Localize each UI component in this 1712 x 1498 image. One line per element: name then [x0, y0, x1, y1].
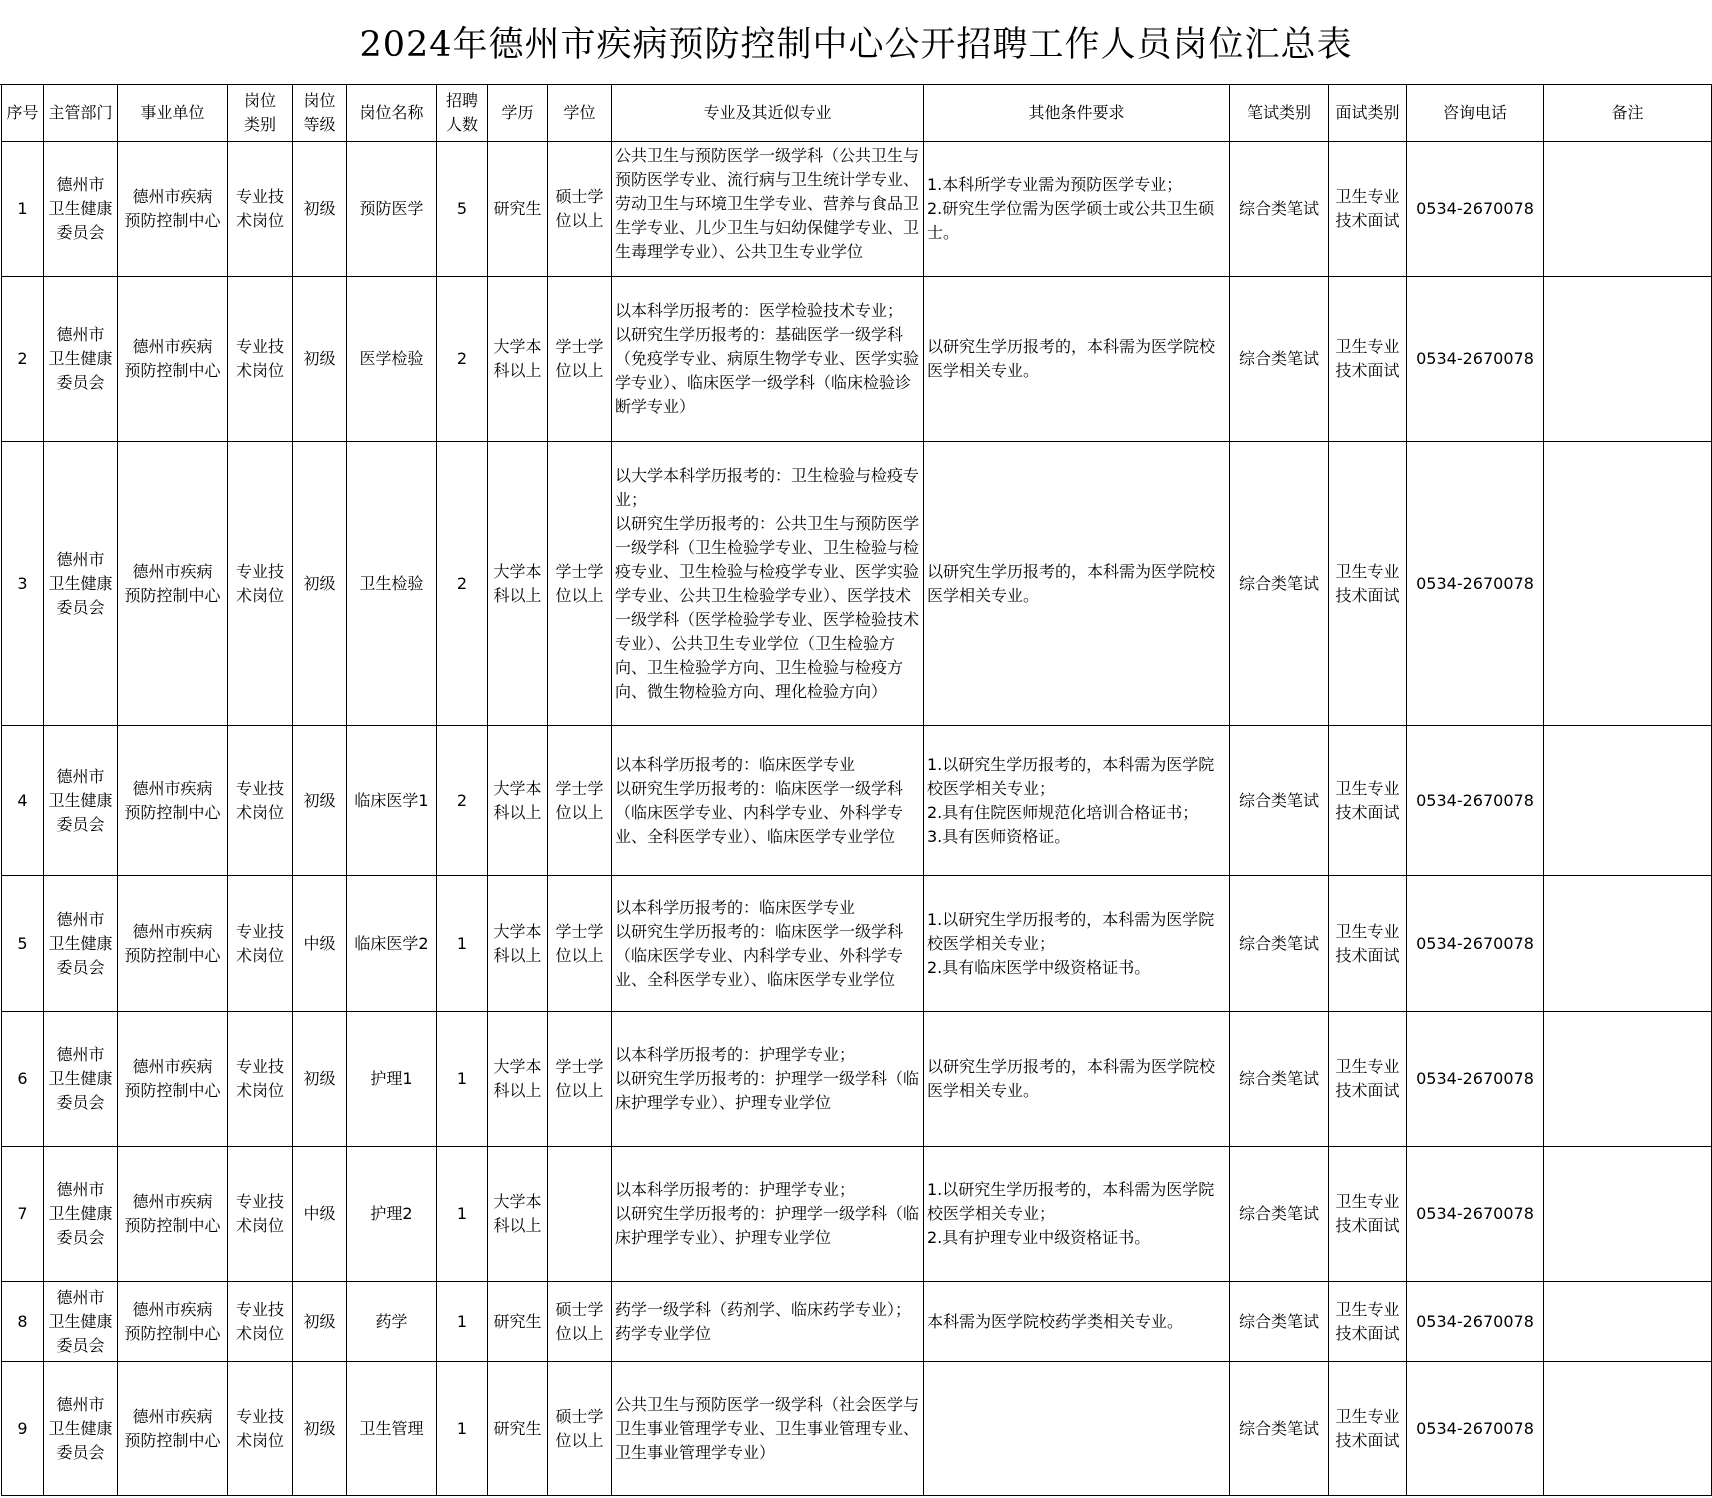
cell-unit: 德州市疾病 预防控制中心 — [118, 1147, 228, 1282]
cell-written: 综合类笔试 — [1230, 1362, 1329, 1496]
cell-degree: 学士学 位以上 — [548, 1012, 612, 1147]
cell-category: 专业技 术岗位 — [228, 1282, 293, 1362]
cell-degree: 学士学 位以上 — [548, 726, 612, 876]
cell-dept: 德州市 卫生健康 委员会 — [44, 726, 118, 876]
cell-note — [1544, 1147, 1712, 1282]
cell-dept: 德州市 卫生健康 委员会 — [44, 442, 118, 726]
header-cell: 岗位 类别 — [228, 85, 293, 142]
cell-phone: 0534-2670078 — [1407, 442, 1544, 726]
header-cell: 学历 — [488, 85, 548, 142]
cell-interview: 卫生专业 技术面试 — [1329, 1282, 1407, 1362]
header-cell: 事业单位 — [118, 85, 228, 142]
cell-count: 1 — [437, 1147, 488, 1282]
header-cell: 咨询电话 — [1407, 85, 1544, 142]
cell-edu: 大学本 科以上 — [488, 1147, 548, 1282]
cell-count: 1 — [437, 1362, 488, 1496]
cell-major: 以本科学历报考的：临床医学专业 以研究生学历报考的：临床医学一级学科（临床医学专业、内科学专业、外科学专业、全科医学专业）、临床医学专业学位 — [612, 876, 924, 1012]
cell-written: 综合类笔试 — [1230, 442, 1329, 726]
cell-degree: 学士学 位以上 — [548, 277, 612, 442]
cell-written: 综合类笔试 — [1230, 1012, 1329, 1147]
header-row — [2, 85, 1712, 142]
cell-unit: 德州市疾病 预防控制中心 — [118, 142, 228, 277]
cell-degree: 硕士学 位以上 — [548, 1362, 612, 1496]
cell-major: 公共卫生与预防医学一级学科（公共卫生与预防医学专业、流行病与卫生统计学专业、劳动卫生与环境卫生学专业、营养与食品卫生学专业、儿少卫生与妇幼保健学专业、卫生毒理学专业）、公共卫生专业学位 — [615, 146, 920, 261]
cell-unit: 德州市疾病 预防控制中心 — [118, 876, 228, 1012]
cell-other: 本科需为医学院校药学类相关专业。 — [924, 1282, 1230, 1362]
cell-name: 预防医学 — [347, 142, 437, 277]
cell-note — [1544, 1012, 1712, 1147]
header-cell: 其他条件要求 — [924, 85, 1230, 142]
table-row — [2, 1147, 1712, 1282]
cell-name: 卫生检验 — [347, 442, 437, 726]
cell-count: 1 — [437, 1282, 488, 1362]
header-cell: 岗位名称 — [347, 85, 437, 142]
cell-category: 专业技 术岗位 — [228, 1012, 293, 1147]
header-cell: 学位 — [548, 85, 612, 142]
cell-written: 综合类笔试 — [1230, 142, 1329, 277]
cell-count: 2 — [437, 442, 488, 726]
cell-degree: 学士学 位以上 — [548, 876, 612, 1012]
cell-edu: 大学本 科以上 — [488, 876, 548, 1012]
cell-other: 1.以研究生学历报考的，本科需为医学院校医学相关专业； 2.具有临床医学中级资格证书。 — [924, 876, 1230, 1012]
cell-count: 1 — [437, 876, 488, 1012]
cell-phone: 0534-2670078 — [1407, 1282, 1544, 1362]
cell-phone: 0534-2670078 — [1407, 1147, 1544, 1282]
cell-unit: 德州市疾病 预防控制中心 — [118, 1012, 228, 1147]
cell-dept: 德州市 卫生健康 委员会 — [44, 142, 118, 277]
cell-written: 综合类笔试 — [1230, 277, 1329, 442]
cell-edu: 研究生 — [488, 142, 548, 277]
cell-level: 中级 — [293, 1147, 347, 1282]
cell-unit: 德州市疾病 预防控制中心 — [118, 1282, 228, 1362]
cell-other: 以研究生学历报考的，本科需为医学院校医学相关专业。 — [924, 1012, 1230, 1147]
cell-interview: 卫生专业 技术面试 — [1329, 1147, 1407, 1282]
cell-count: 2 — [437, 277, 488, 442]
cell-other — [924, 1362, 1230, 1496]
cell-no: 9 — [2, 1362, 44, 1496]
header-cell: 面试类别 — [1329, 85, 1407, 142]
cell-phone: 0534-2670078 — [1407, 1362, 1544, 1496]
header-cell: 备注 — [1544, 85, 1712, 142]
table-row — [2, 1282, 1712, 1362]
cell-major: 公共卫生与预防医学一级学科（社会医学与卫生事业管理学专业、卫生事业管理专业、卫生事业管理学专业） — [612, 1362, 924, 1496]
cell-count: 2 — [437, 726, 488, 876]
cell-count: 1 — [437, 1012, 488, 1147]
cell-category: 专业技 术岗位 — [228, 142, 293, 277]
header-cell: 专业及其近似专业 — [612, 85, 924, 142]
cell-note — [1544, 876, 1712, 1012]
cell-other: 以研究生学历报考的，本科需为医学院校医学相关专业。 — [924, 277, 1230, 442]
cell-interview: 卫生专业 技术面试 — [1329, 1012, 1407, 1147]
cell-name: 医学检验 — [347, 277, 437, 442]
cell-note — [1544, 1362, 1712, 1496]
cell-phone: 0534-2670078 — [1407, 726, 1544, 876]
cell-major: 以本科学历报考的：临床医学专业 以研究生学历报考的：临床医学一级学科（临床医学专业、内科学专业、外科学专业、全科医学专业）、临床医学专业学位 — [612, 726, 924, 876]
table-row — [2, 442, 1712, 726]
cell-name: 临床医学1 — [347, 726, 437, 876]
cell-written: 综合类笔试 — [1230, 876, 1329, 1012]
cell-written: 综合类笔试 — [1230, 1282, 1329, 1362]
cell-no: 3 — [2, 442, 44, 726]
cell-phone: 0534-2670078 — [1407, 1012, 1544, 1147]
cell-phone: 0534-2670078 — [1407, 277, 1544, 442]
cell-dept: 德州市 卫生健康 委员会 — [44, 1282, 118, 1362]
cell-level: 初级 — [293, 142, 347, 277]
cell-edu: 研究生 — [488, 1362, 548, 1496]
cell-major: 药学一级学科（药剂学、临床药学专业）；药学专业学位 — [612, 1282, 924, 1362]
cell-no: 5 — [2, 876, 44, 1012]
cell-level: 初级 — [293, 442, 347, 726]
cell-dept: 德州市 卫生健康 委员会 — [44, 1362, 118, 1496]
cell-other: 1.以研究生学历报考的，本科需为医学院校医学相关专业； 2.具有住院医师规范化培训合格证书； 3.具有医师资格证。 — [924, 726, 1230, 876]
cell-no: 6 — [2, 1012, 44, 1147]
cell-edu: 研究生 — [488, 1282, 548, 1362]
cell-no: 1 — [2, 142, 44, 277]
cell-other: 以研究生学历报考的，本科需为医学院校医学相关专业。 — [924, 442, 1230, 726]
cell-major: 以本科学历报考的：医学检验技术专业； 以研究生学历报考的：基础医学一级学科（免疫学专业、病原生物学专业、医学实验学专业）、临床医学一级学科（临床检验诊断学专业） — [612, 277, 924, 442]
title-row — [0, 0, 1712, 85]
cell-edu: 大学本 科以上 — [488, 726, 548, 876]
cell-major: 以本科学历报考的：护理学专业； 以研究生学历报考的：护理学一级学科（临床护理学专业）、护理专业学位 — [612, 1147, 924, 1282]
cell-interview: 卫生专业 技术面试 — [1329, 876, 1407, 1012]
header-cell: 岗位 等级 — [293, 85, 347, 142]
cell-level: 初级 — [293, 1362, 347, 1496]
cell-name: 临床医学2 — [347, 876, 437, 1012]
cell-other: 1.本科所学专业需为预防医学专业； 2.研究生学位需为医学硕士或公共卫生硕士。 — [924, 142, 1230, 277]
cell-degree: 学士学 位以上 — [548, 442, 612, 726]
cell-edu: 大学本 科以上 — [488, 277, 548, 442]
cell-major: 以大学本科学历报考的：卫生检验与检疫专业； 以研究生学历报考的：公共卫生与预防医学一级学科（卫生检验学专业、卫生检验与检疫专业、卫生检验与检疫学专业、医学实验学专业、公共卫生检验学专业）、医学技术一级学科（医学检验学专业、医学检验技术专业）、公共卫生专业学位（卫生检验方向、卫生检验学方向、卫生检验与检疫方向、微生物检验方向、理化检验方向） — [612, 442, 924, 726]
cell-no: 4 — [2, 726, 44, 876]
cell-note — [1544, 726, 1712, 876]
table-row — [2, 1012, 1712, 1147]
cell-dept: 德州市 卫生健康 委员会 — [44, 277, 118, 442]
cell-category: 专业技 术岗位 — [228, 1362, 293, 1496]
cell-interview: 卫生专业 技术面试 — [1329, 1362, 1407, 1496]
header-cell: 序号 — [2, 85, 44, 142]
cell-category: 专业技 术岗位 — [228, 876, 293, 1012]
cell-level: 中级 — [293, 876, 347, 1012]
cell-interview: 卫生专业 技术面试 — [1329, 442, 1407, 726]
cell-degree: 硕士学 位以上 — [548, 142, 612, 277]
positions-table — [1, 84, 1712, 1496]
cell-note — [1544, 277, 1712, 442]
cell-phone: 0534-2670078 — [1407, 876, 1544, 1012]
cell-level: 初级 — [293, 1012, 347, 1147]
cell-interview: 卫生专业 技术面试 — [1329, 277, 1407, 442]
cell-name: 护理1 — [347, 1012, 437, 1147]
cell-phone: 0534-2670078 — [1407, 142, 1544, 277]
cell-count: 5 — [437, 142, 488, 277]
cell-unit: 德州市疾病 预防控制中心 — [118, 1362, 228, 1496]
cell-dept: 德州市 卫生健康 委员会 — [44, 876, 118, 1012]
cell-dept: 德州市 卫生健康 委员会 — [44, 1147, 118, 1282]
cell-name: 护理2 — [347, 1147, 437, 1282]
cell-interview: 卫生专业 技术面试 — [1329, 726, 1407, 876]
table-row — [2, 1362, 1712, 1496]
cell-edu: 大学本 科以上 — [488, 442, 548, 726]
cell-note — [1544, 142, 1712, 277]
cell-written: 综合类笔试 — [1230, 726, 1329, 876]
header-cell: 笔试类别 — [1230, 85, 1329, 142]
cell-level: 初级 — [293, 1282, 347, 1362]
cell-level: 初级 — [293, 726, 347, 876]
cell-unit: 德州市疾病 预防控制中心 — [118, 726, 228, 876]
table-row — [2, 876, 1712, 1012]
cell-unit: 德州市疾病 预防控制中心 — [118, 277, 228, 442]
cell-degree: 硕士学 位以上 — [548, 1282, 612, 1362]
cell-interview: 卫生专业 技术面试 — [1329, 142, 1407, 277]
table-row — [2, 277, 1712, 442]
cell-note — [1544, 1282, 1712, 1362]
cell-category: 专业技 术岗位 — [228, 277, 293, 442]
cell-no: 2 — [2, 277, 44, 442]
cell-major: 以本科学历报考的：护理学专业； 以研究生学历报考的：护理学一级学科（临床护理学专业）、护理专业学位 — [612, 1012, 924, 1147]
page-title: 2024年德州市疾病预防控制中心公开招聘工作人员岗位汇总表 — [359, 25, 1353, 65]
cell-edu: 大学本 科以上 — [488, 1012, 548, 1147]
cell-degree — [548, 1147, 612, 1282]
cell-category: 专业技 术岗位 — [228, 442, 293, 726]
cell-name: 药学 — [347, 1282, 437, 1362]
cell-written: 综合类笔试 — [1230, 1147, 1329, 1282]
cell-note — [1544, 442, 1712, 726]
cell-unit: 德州市疾病 预防控制中心 — [118, 442, 228, 726]
table-row — [2, 142, 1712, 277]
cell-level: 初级 — [293, 277, 347, 442]
cell-dept: 德州市 卫生健康 委员会 — [44, 1012, 118, 1147]
cell-category: 专业技 术岗位 — [228, 1147, 293, 1282]
cell-category: 专业技 术岗位 — [228, 726, 293, 876]
cell-no: 7 — [2, 1147, 44, 1282]
header-cell: 主管部门 — [44, 85, 118, 142]
table-row — [2, 726, 1712, 876]
cell-other: 1.以研究生学历报考的，本科需为医学院校医学相关专业； 2.具有护理专业中级资格证书。 — [924, 1147, 1230, 1282]
header-cell: 招聘 人数 — [437, 85, 488, 142]
cell-no: 8 — [2, 1282, 44, 1362]
cell-name: 卫生管理 — [347, 1362, 437, 1496]
